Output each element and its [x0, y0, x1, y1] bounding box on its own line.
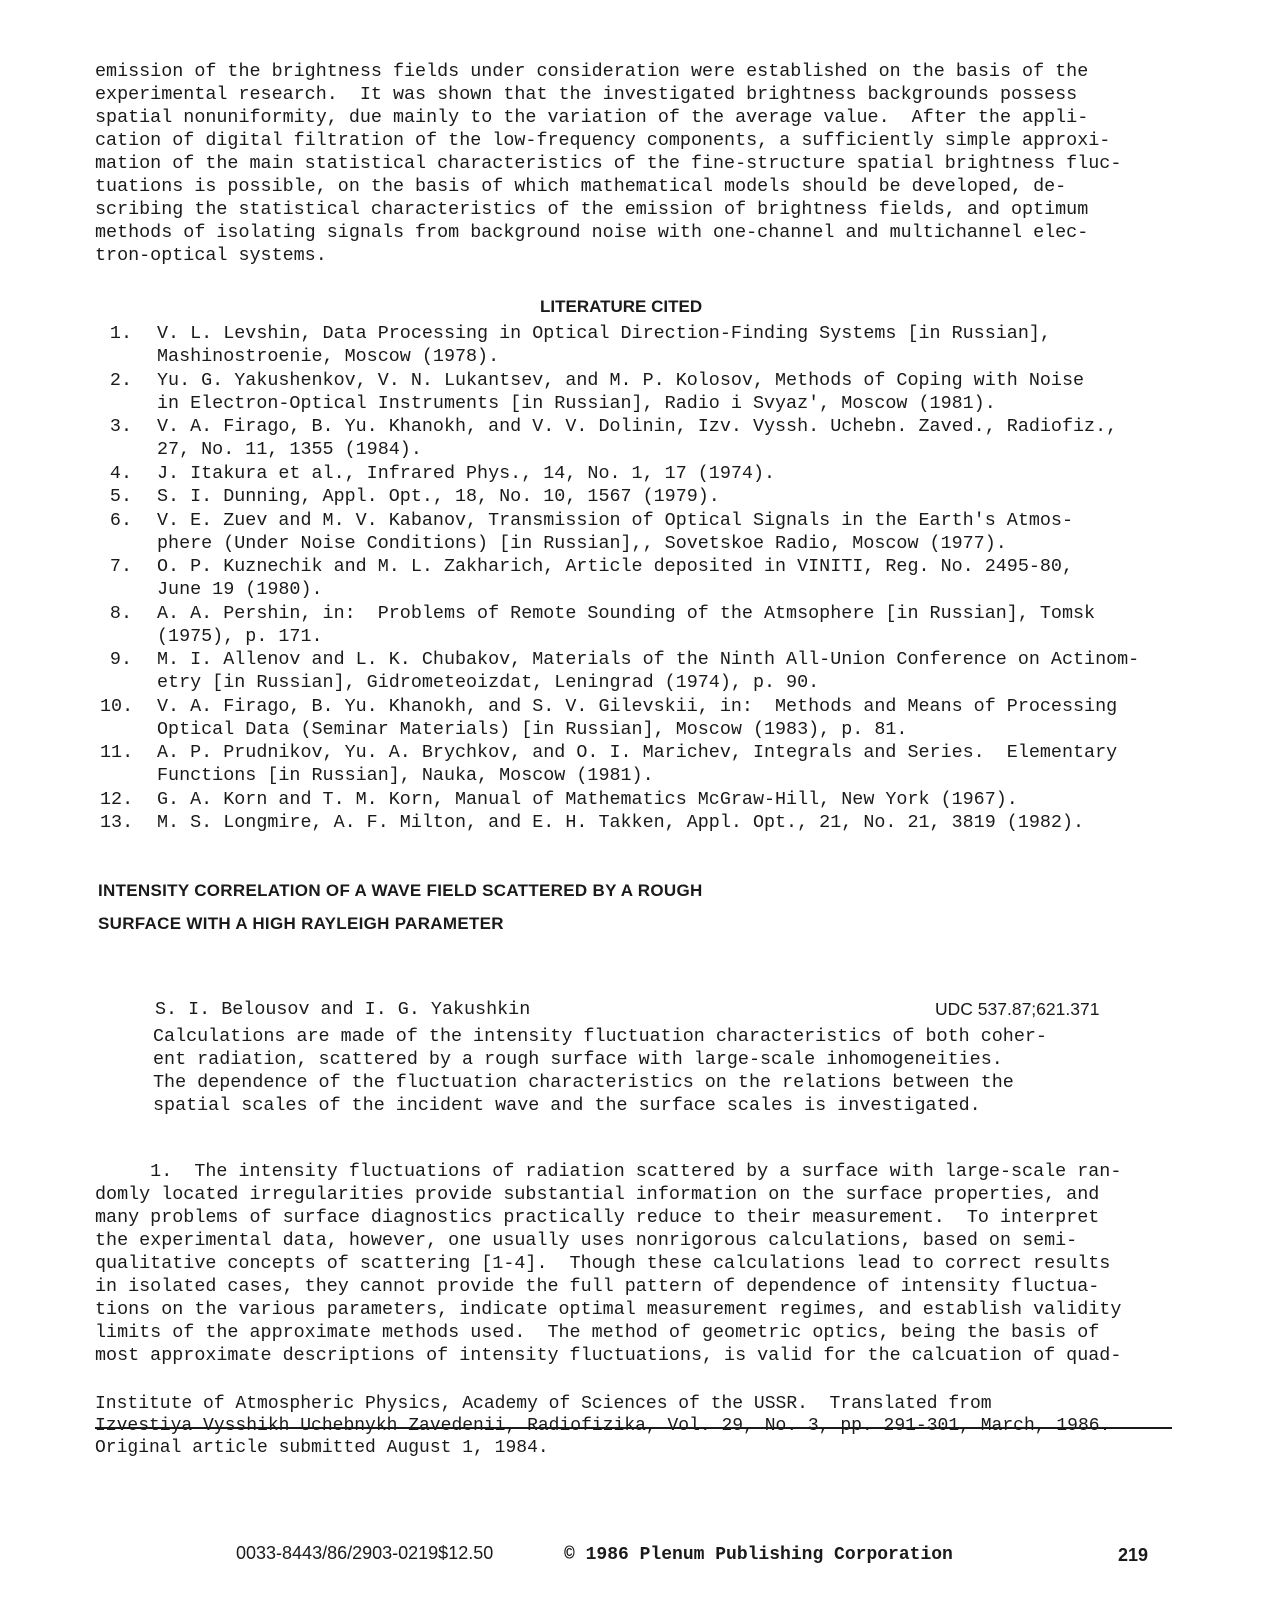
reference-text: V. E. Zuev and M. V. Kabanov, Transmission of Optical Signals in the Earth's Atmos- phere (Under Noise Conditions) [in Russian],, Sovetskoe Radio, Moscow (1977).: [157, 509, 1074, 554]
reference-text: A. A. Pershin, in: Problems of Remote Sounding of the Atmsophere [in Russian], Tomsk (1975), p. 171.: [157, 602, 1096, 647]
reference-text: M. I. Allenov and L. K. Chubakov, Materials of the Ninth All-Union Conference on Actinom- etry [in Russian], Gidrometeoizdat, Leningrad (1974), p. 90.: [157, 649, 1140, 693]
reference-text: M. S. Longmire, A. F. Milton, and E. H. Takken, Appl. Opt., 21, No. 21, 3819 (1982).: [157, 812, 1085, 833]
reference-text: V. L. Levshin, Data Processing in Optical Direction-Finding Systems [in Russian], Mashinostroenie, Moscow (1978).: [157, 323, 1051, 367]
reference-number: 9.: [109, 649, 132, 670]
reference-text: O. P. Kuznechik and M. L. Zakharich, Article deposited in VINITI, Reg. No. 2495-80, June 19 (1980).: [157, 556, 1074, 600]
reference-item: [100, 741, 1200, 787]
udc-code: UDC 537.87;621.371: [935, 999, 1100, 1019]
reference-text: V. A. Firago, B. Yu. Khanokh, and V. V. Dolinin, Izv. Vyssh. Uchebn. Zaved., Radiofiz., 27, No. 11, 1355 (1984).: [157, 416, 1118, 460]
reference-item: [100, 369, 1200, 415]
reference-number: 12.: [100, 788, 134, 810]
reference-list: [100, 322, 1200, 835]
reference-item: [100, 462, 1200, 485]
reference-number: 11.: [100, 742, 134, 763]
reference-number: 2.: [109, 369, 132, 391]
footnote: Institute of Atmospheric Physics, Academy of Sciences of the USSR. Translated from Izvestiya Vysshikh Uchebnykh Zavedenii, Radiofizika, Vol. 29, No. 3, pp. 291-301, March, 1986. Original article submitted August 1, 1984.: [95, 1394, 1111, 1458]
reference-number: 8.: [109, 602, 132, 624]
reference-number: 6.: [109, 509, 132, 531]
copyright-notice: © 1986 Plenum Publishing Corporation: [564, 1545, 953, 1565]
article-body-paragraph: 1. The intensity fluctuations of radiation scattered by a surface with large-scale ran- domly located irregularities provide substantial information on the surface properties, and many problems of surface diagnostics practically reduce to their measurement. To interpret the experimental data, however, one usually uses nonrigorous calculations, based on semi- qualitative concepts of scattering [1-4]. Though these calculations lead to correct results in isolated cases, they cannot provide the full pattern of dependence of intensity fluctua- tions on the various parameters, indicate optimal measurement regimes, and establish validity limits of the approximate methods used. The method of geometric optics, being the basis of most approximate descriptions of intensity fluctuations, is valid for the calcuation of quad-: [95, 1161, 1122, 1366]
reference-number: 3.: [109, 416, 132, 437]
reference-item: [100, 555, 1200, 601]
reference-text: V. A. Firago, B. Yu. Khanokh, and S. V. Gilevskii, in: Methods and Means of Processing Optical Data (Seminar Materials) [in Russian], Moscow (1983), p. 81.: [157, 695, 1118, 740]
page-number: 219: [1118, 1545, 1149, 1565]
intro-paragraph: emission of the brightness fields under consideration were established on the basis of the experimental research. It was shown that the investigated brightness backgrounds possess spatial nonuniformity, due mainly to the variation of the average value. After the appli- cation of digital filtration of the low-frequency components, a sufficiently simple approxi- mation of the main statistical characteristics of the fine-structure spatial brightness fluc- tuations is possible, on the basis of which mathematical models should be developed, de- scribing the statistical characteristics of the emission of brightness fields, and optimum methods of isolating signals from background noise with one-channel and multichannel elec- tron-optical systems.: [95, 61, 1122, 266]
reference-number: 13.: [100, 812, 134, 833]
literature-cited-heading: LITERATURE CITED: [540, 297, 703, 316]
reference-item: [100, 602, 1200, 648]
reference-item: [100, 415, 1200, 461]
reference-number: 4.: [109, 462, 132, 484]
article-authors: S. I. Belousov and I. G. Yakushkin: [155, 999, 531, 1020]
reference-item: [100, 485, 1200, 508]
reference-number: 5.: [109, 486, 132, 507]
reference-number: 7.: [109, 556, 132, 577]
reference-item: [100, 788, 1200, 811]
reference-item: [100, 648, 1200, 694]
reference-text: S. I. Dunning, Appl. Opt., 18, No. 10, 1567 (1979).: [157, 486, 720, 507]
article-title-line-2: SURFACE WITH A HIGH RAYLEIGH PARAMETER: [98, 914, 504, 933]
reference-number: 1.: [109, 323, 132, 344]
reference-text: Yu. G. Yakushenkov, V. N. Lukantsev, and M. P. Kolosov, Methods of Coping with Noise in Electron-Optical Instruments [in Russian], Radio i Svyaz', Moscow (1981).: [157, 369, 1085, 414]
article-abstract: Calculations are made of the intensity fluctuation characteristics of both coher- ent radiation, scattered by a rough surface with large-scale inhomogeneities. The dependence of the fluctuation characteristics on the relations between the spatial scales of the incident wave and the surface scales is investigated.: [153, 1026, 1047, 1116]
reference-item: [100, 322, 1200, 368]
reference-number: 10.: [100, 695, 134, 717]
reference-text: J. Itakura et al., Infrared Phys., 14, No. 1, 17 (1974).: [157, 462, 776, 484]
article-title-line-1: INTENSITY CORRELATION OF A WAVE FIELD SCATTERED BY A ROUGH: [98, 881, 703, 900]
reference-text: G. A. Korn and T. M. Korn, Manual of Mathematics McGraw-Hill, New York (1967).: [157, 788, 1018, 810]
reference-item: [100, 811, 1200, 834]
reference-item: [100, 695, 1200, 741]
article-identifier: 0033-8443/86/2903-0219$12.50: [236, 1543, 494, 1563]
reference-text: A. P. Prudnikov, Yu. A. Brychkov, and O. I. Marichev, Integrals and Series. Elementary Functions [in Russian], Nauka, Moscow (1981).: [157, 742, 1118, 786]
reference-item: [100, 509, 1200, 555]
